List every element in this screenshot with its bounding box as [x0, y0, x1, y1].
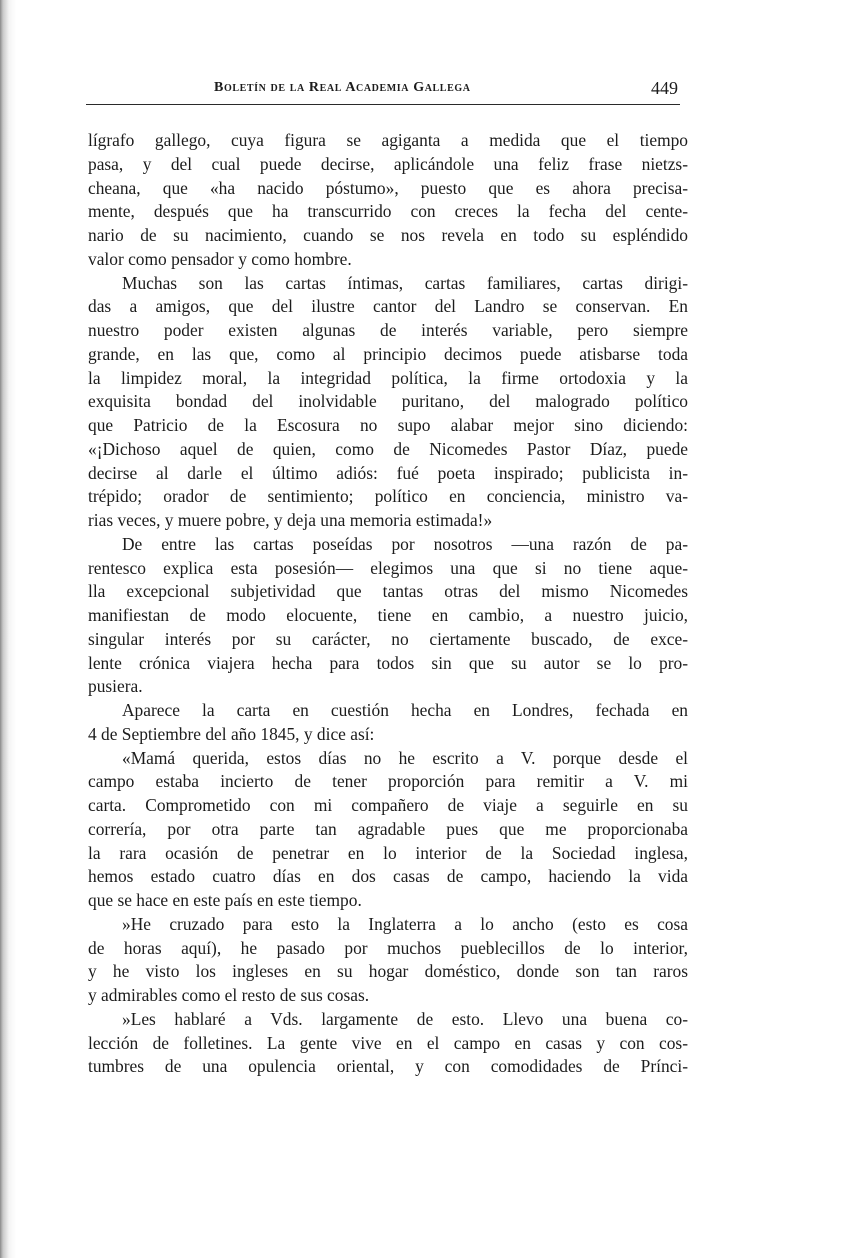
text-line: lente crónica viajera hecha para todos sin que su autor se lo pro-: [88, 652, 688, 673]
text-line: trépido; orador de sentimiento; político en conciencia, ministro va-: [88, 486, 688, 507]
text-line: de horas aquí), he pasado por muchos pueblecillos de lo interior,: [88, 937, 688, 958]
text-line: hemos estado cuatro días en dos casas de campo, haciendo la vida: [88, 866, 688, 887]
text-line: Muchas son las cartas íntimas, cartas familiares, cartas dirigi-: [122, 272, 688, 293]
text-line: pusiera.: [88, 676, 143, 697]
text-line: decirse al darle el último adiós: fué poeta inspirado; publicista in-: [88, 462, 688, 483]
text-line: nario de su nacimiento, cuando se nos revela en todo su espléndido: [88, 225, 688, 245]
text-line: la rara ocasión de penetrar en lo interior de la Sociedad inglesa,: [88, 842, 688, 863]
text-line: exquisita bondad del inolvidable puritano, del malogrado político: [88, 391, 688, 412]
text-line: cheana, que «ha nacido póstumo», puesto que es ahora precisa-: [88, 177, 688, 198]
text-line: pasa, y del cual puede decirse, aplicándole una feliz frase nietzs-: [88, 153, 688, 174]
text-line: rias veces, y muere pobre, y deja una memoria estimada!»: [88, 510, 493, 530]
text-line: correría, por otra parte tan agradable pues que me proporcionaba: [88, 818, 688, 839]
text-line: lección de folletines. La gente vive en el campo en casas y con cos-: [88, 1032, 688, 1053]
running-title: Boletín de la Real Academia Gallega: [214, 80, 471, 95]
text-line: rentesco explica esta posesión— elegimos una que si no tiene aque-: [88, 557, 688, 578]
text-line: tumbres de una opulencia oriental, y con comodidades de Prínci-: [88, 1056, 688, 1077]
scanned-page-edge: [0, 0, 16, 1258]
text-line: »Les hablaré a Vds. largamente de esto. Llevo una buena co-: [122, 1008, 688, 1029]
text-line: carta. Comprometido con mi compañero de viaje a seguirle en su: [88, 795, 688, 815]
text-line: «Mamá querida, estos días no he escrito a V. porque desde el: [122, 747, 688, 768]
page-number: 449: [651, 78, 678, 98]
text-line: mente, después que ha transcurrido con creces la fecha del cente-: [88, 201, 688, 222]
text-line: «¡Dichoso aquel de quien, como de Nicomedes Pastor Díaz, puede: [88, 438, 688, 459]
text-line: y he visto los ingleses en su hogar doméstico, donde son tan raros: [88, 961, 688, 982]
text-line: manifiestan de modo elocuente, tiene en cambio, a nuestro juicio,: [88, 605, 688, 625]
text-line: De entre las cartas poseídas por nosotros —una razón de pa-: [122, 533, 688, 554]
text-line: das a amigos, que del ilustre cantor del Landro se conservan. En: [88, 296, 688, 317]
text-line: lígrafo gallego, cuya figura se agiganta a medida que el tiempo: [88, 130, 688, 150]
text-line: singular interés por su carácter, no ciertamente buscado, de exce-: [88, 628, 688, 649]
body-text: [88, 129, 688, 1079]
page-header: [86, 78, 680, 105]
text-line: que se hace en este país en este tiempo.: [88, 890, 362, 910]
text-line: valor como pensador y como hombre.: [88, 248, 352, 269]
text-line: Aparece la carta en cuestión hecha en Londres, fechada en: [122, 700, 688, 720]
text-line: grande, en las que, como al principio decimos puede atisbarse toda: [88, 343, 688, 364]
text-line: lla excepcional subjetividad que tantas otras del mismo Nicomedes: [88, 581, 688, 602]
text-line: nuestro poder existen algunas de interés variable, pero siempre: [88, 320, 688, 340]
text-line: campo estaba incierto de tener proporción para remitir a V. mi: [88, 771, 688, 792]
text-line: que Patricio de la Escosura no supo alabar mejor sino diciendo:: [88, 415, 688, 435]
text-line: la limpidez moral, la integridad política, la firme ortodoxia y la: [88, 367, 688, 388]
text-line: »He cruzado para esto la Inglaterra a lo ancho (esto es cosa: [122, 913, 688, 934]
text-line: 4 de Septiembre del año 1845, y dice así:: [88, 723, 375, 744]
text-line: y admirables como el resto de sus cosas.: [88, 985, 370, 1005]
